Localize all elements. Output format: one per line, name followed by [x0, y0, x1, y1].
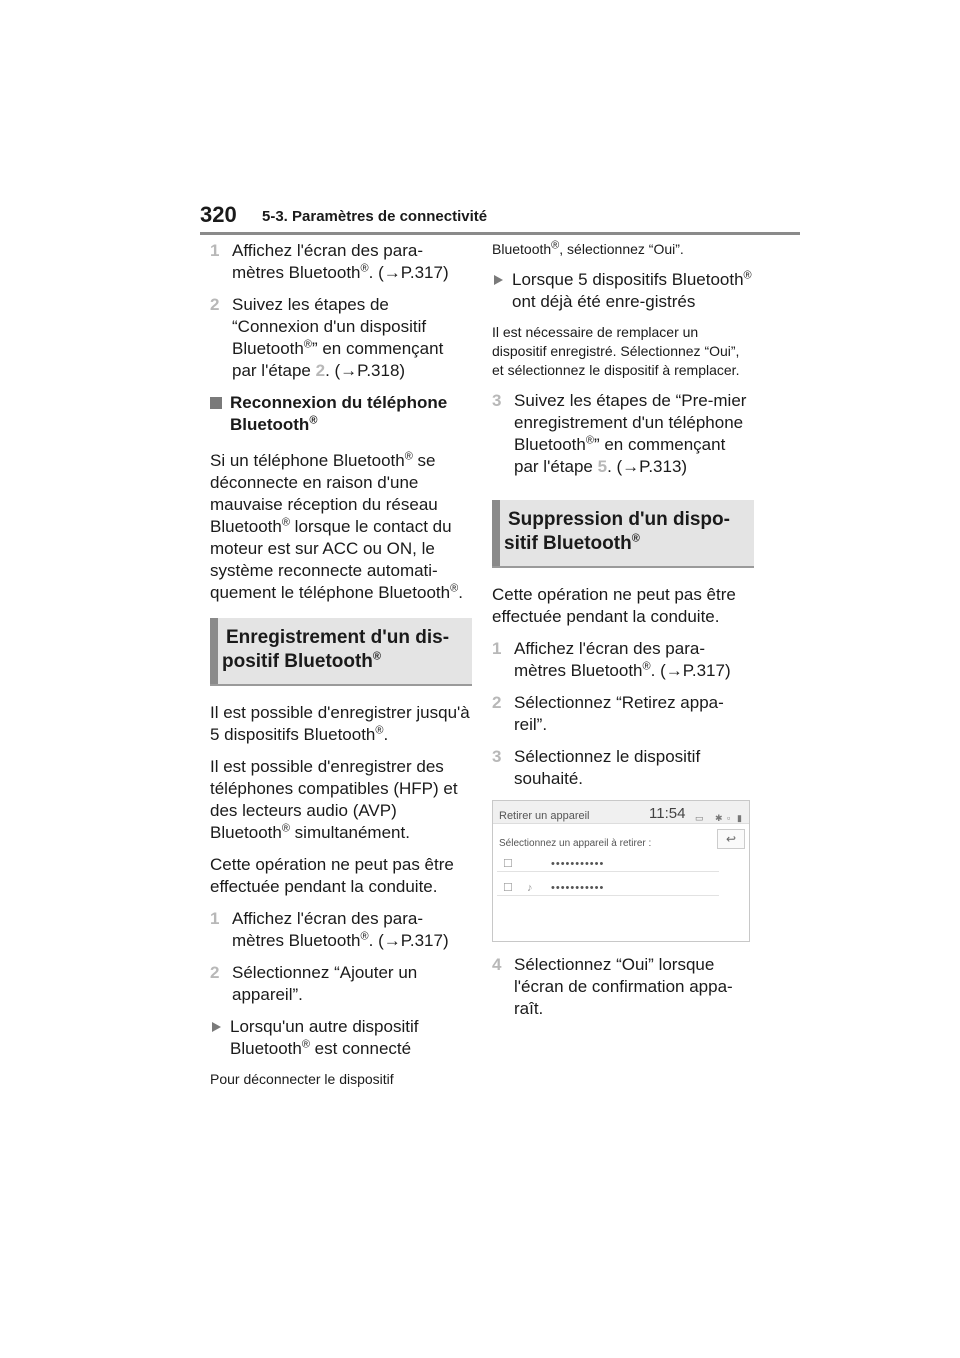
register-step-1: 1 Affichez l'écran des para-mètres Bluetooth®. (→P.317)	[210, 909, 449, 950]
page-number: 320	[200, 202, 237, 227]
screen-title: Retirer un appareil	[499, 810, 590, 822]
device-name: •••••••••••	[551, 882, 605, 894]
note-disconnect-cont: Bluetooth®, sélectionnez “Oui”.	[492, 239, 684, 257]
device-row[interactable]	[497, 873, 719, 896]
register-step-2: 2 Sélectionnez “Ajouter un appareil”.	[210, 963, 418, 1004]
register-para-2: Il est possible d'enregistrer des téléphones compatibles (HFP) et des lecteurs audio (AVP) Bluetooth® simultanément.	[210, 757, 458, 842]
right-column	[492, 240, 754, 1030]
triangle-bullet-icon	[212, 1022, 221, 1032]
page-header	[200, 202, 800, 238]
music-note-icon: ♪	[527, 882, 533, 894]
remove-device-screenshot	[492, 800, 750, 942]
register-para-3: Cette opération ne peut pas être effectuée pendant la conduite.	[210, 855, 454, 896]
note-disconnect: Pour déconnecter le dispositif	[210, 1071, 394, 1087]
reconnect-paragraph: Si un téléphone Bluetooth® se déconnecte en raison d'une mauvaise réception du réseau Bluetooth® lorsque le contact du moteur est sur ACC ou ON, le système reconnecte automati-quement le téléphone Bluetooth®.	[210, 450, 463, 602]
phone-icon: ☐	[503, 858, 513, 870]
device-name: •••••••••••	[551, 858, 605, 870]
screen-clock: 11:54	[649, 805, 686, 822]
delete-section-heading: Suppression d'un dispo-sitif Bluetooth®	[492, 500, 754, 568]
bullet-other-device: Lorsqu'un autre dispositif Bluetooth® est connecté	[210, 1016, 472, 1060]
step-2: 2 Suivez les étapes de “Connexion d'un dispositif Bluetooth®” en commençant par l'étape 2. (→P.318)	[210, 295, 444, 380]
header-rule	[200, 232, 800, 235]
register-para-1: Il est possible d'enregistrer jusqu'à 5 dispositifs Bluetooth®.	[210, 703, 470, 744]
delete-para: Cette opération ne peut pas être effectuée pendant la conduite.	[492, 585, 736, 626]
triangle-bullet-icon	[494, 275, 503, 285]
delete-step-1: 1 Affichez l'écran des para-mètres Bluetooth®. (→P.317)	[492, 639, 731, 680]
back-button[interactable]: ↩	[717, 829, 745, 849]
section-title: 5-3. Paramètres de connectivité	[262, 208, 488, 225]
delete-step-4: 4 Sélectionnez “Oui” lorsque l'écran de confirmation appa-raît.	[492, 955, 733, 1018]
note-replace: Il est nécessaire de remplacer un dispositif enregistré. Sélectionnez “Oui”, et sélectionnez le dispositif à remplacer.	[492, 324, 740, 378]
delete-step-3: 3 Sélectionnez le dispositif souhaité.	[492, 747, 701, 788]
register-section-heading: Enregistrement d'un dis-positif Bluetooth®	[210, 618, 472, 686]
step-1: 1 Affichez l'écran des para-mètres Bluetooth®. (→P.317)	[210, 241, 449, 282]
register-step-3: 3 Suivez les étapes de “Pre-mier enregistrement d'un téléphone Bluetooth®” en commençant par l'étape 5. (→P.313)	[492, 391, 747, 476]
screen-subtitle: Sélectionnez un appareil à retirer :	[499, 838, 652, 849]
phone-icon: ☐	[503, 882, 513, 894]
device-row[interactable]	[497, 849, 719, 872]
square-bullet-icon	[210, 397, 222, 409]
status-icon: ▭	[695, 813, 704, 823]
reconnect-heading: Reconnexion du téléphone Bluetooth®	[210, 392, 472, 436]
delete-step-2: 2 Sélectionnez “Retirez appa-reil”.	[492, 693, 724, 734]
signal-icon: ▮	[737, 813, 742, 823]
left-column	[210, 240, 472, 1099]
bluetooth-icon: ✱	[715, 813, 723, 823]
lock-icon: ▫	[727, 813, 731, 823]
bullet-five-devices: Lorsque 5 dispositifs Bluetooth® ont déjà été enre-gistrés	[492, 269, 754, 313]
